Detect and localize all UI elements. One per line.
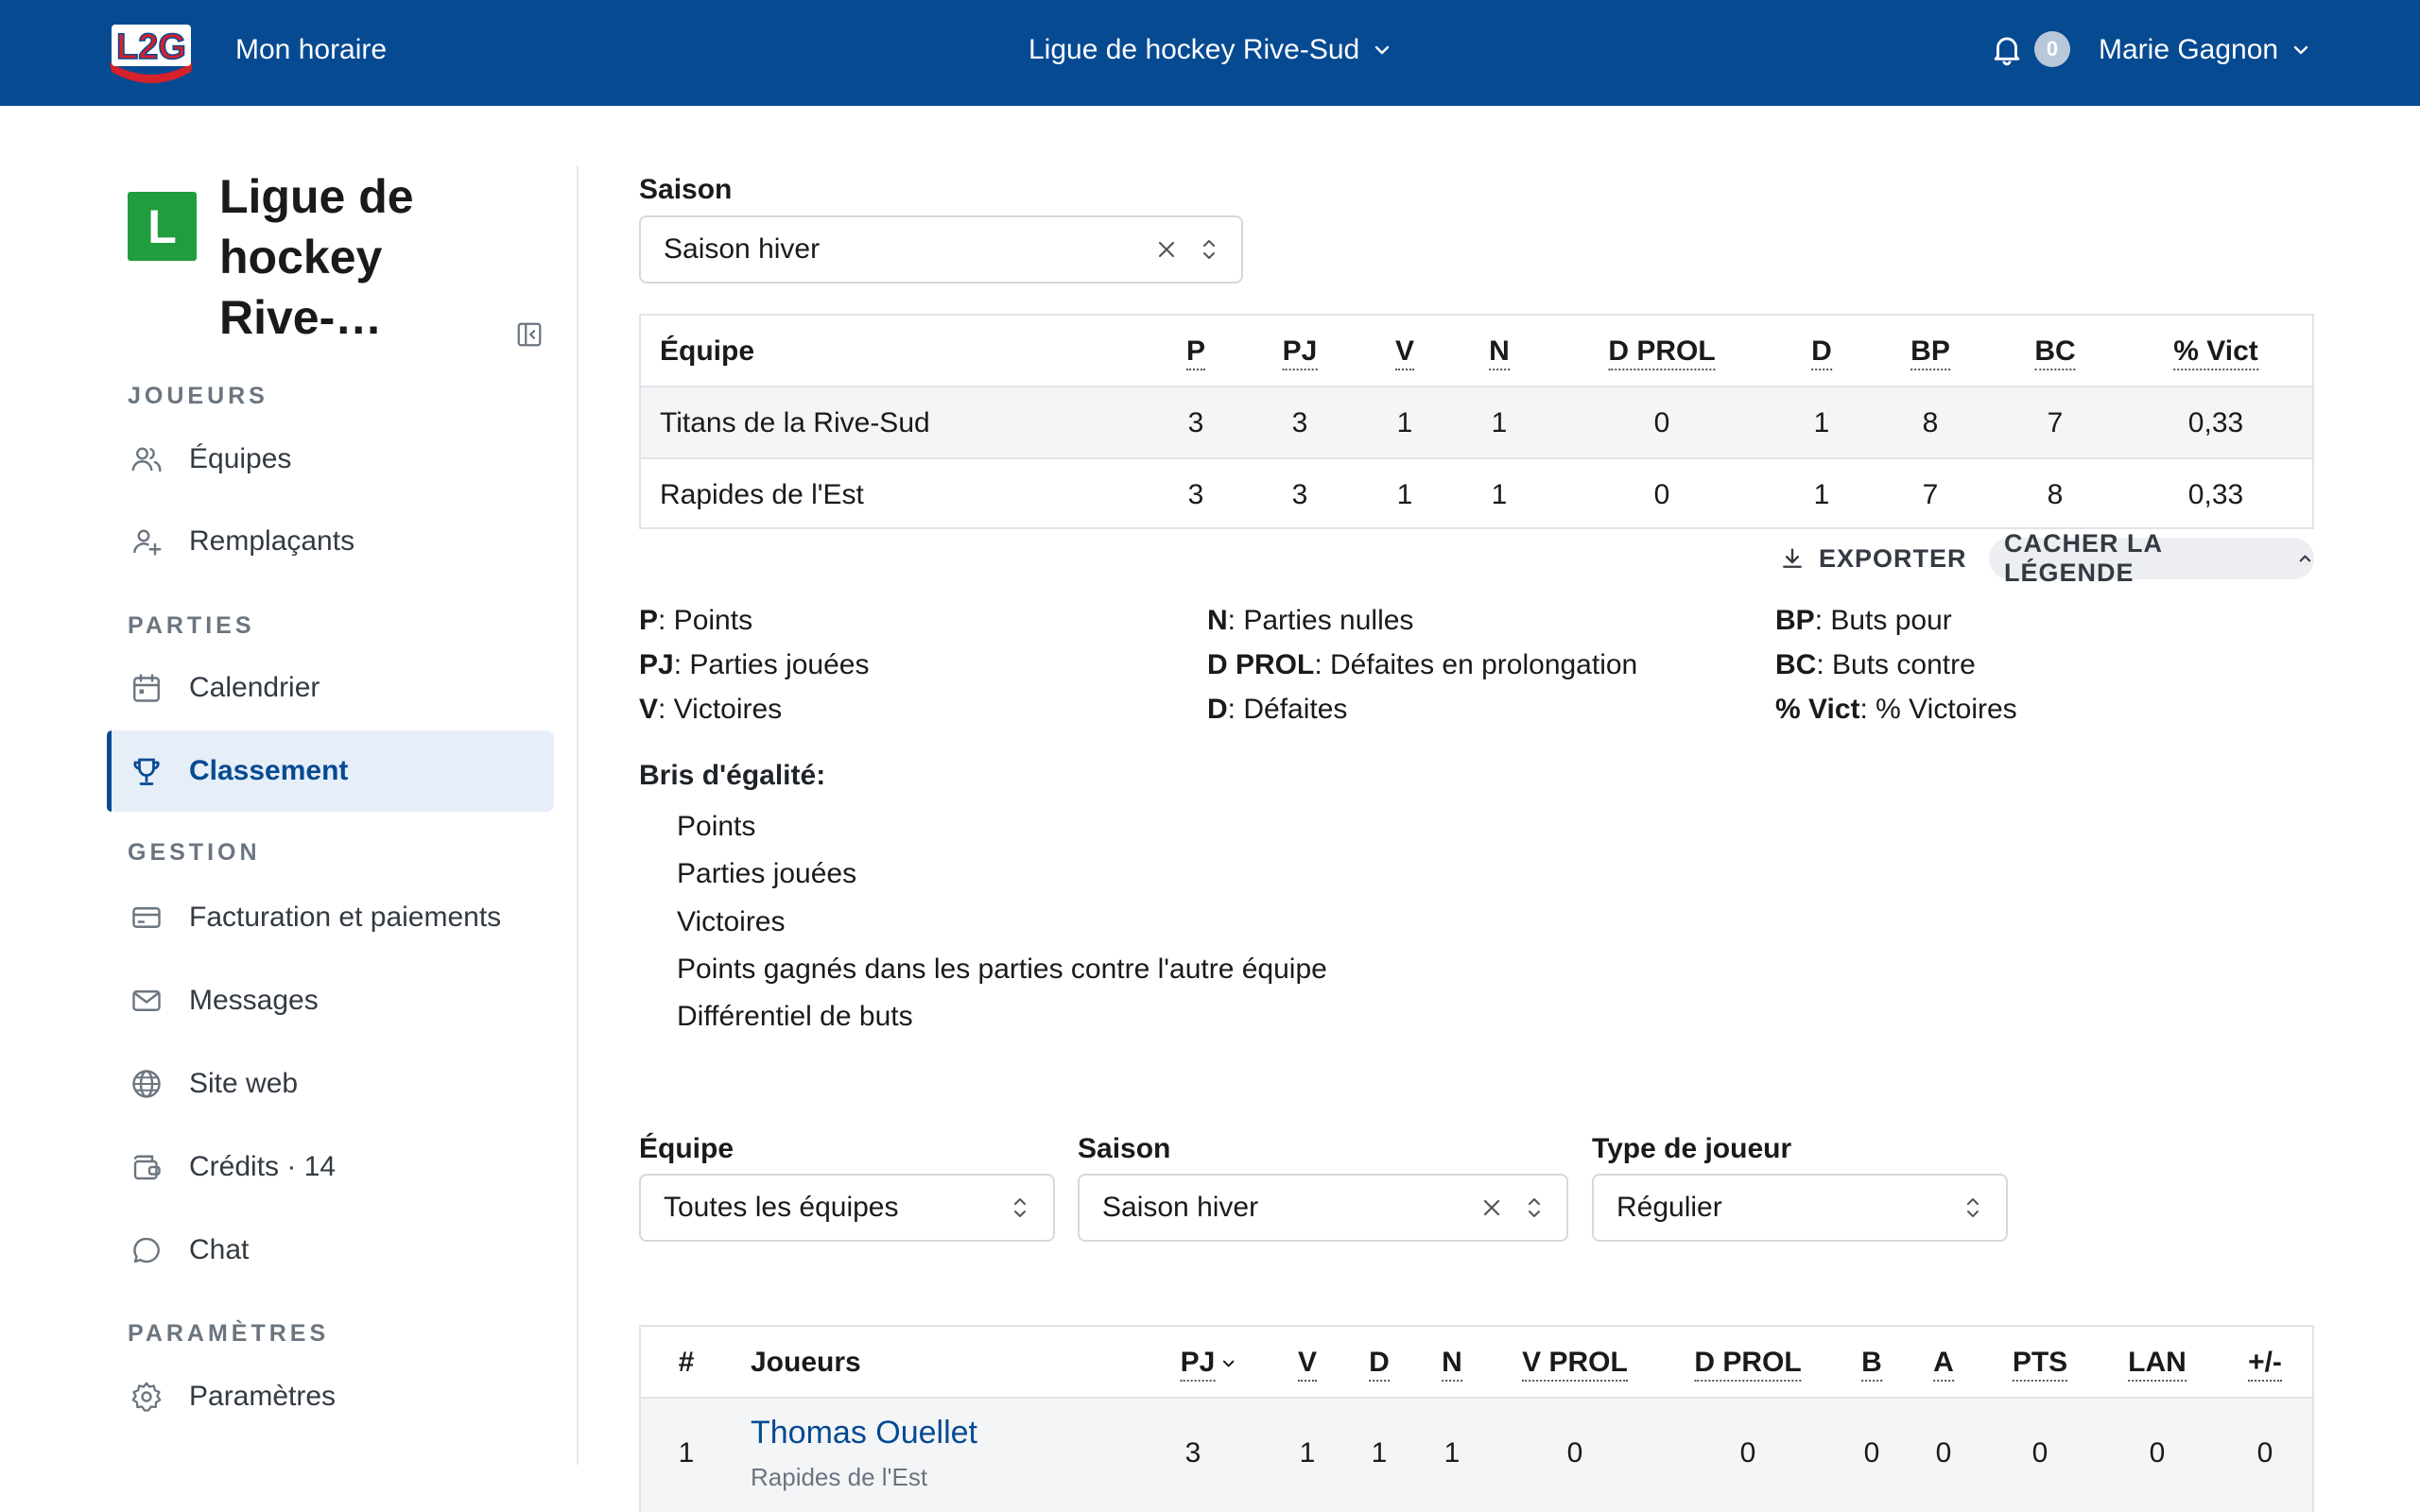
legend-item-p: P: Points [639, 605, 753, 636]
team-filter-label: Équipe [639, 1133, 735, 1164]
users-icon [130, 442, 164, 476]
cell-vprol: 0 [1566, 1437, 1583, 1469]
season-select-value: Saison hiver [664, 233, 821, 265]
cell-dprol: 0 [1739, 1437, 1756, 1469]
legend-item-v: V: Victoires [639, 694, 783, 725]
cell-p: 3 [1187, 407, 1204, 438]
close-icon[interactable] [1480, 1196, 1503, 1219]
sidebar-item-label: Messages [189, 985, 319, 1016]
column-header-dprol[interactable]: D PROL [1694, 1327, 1801, 1399]
hide-legend-button[interactable] [1989, 529, 2314, 587]
sidebar-divider [577, 165, 579, 1465]
tiebreaker-item: Différentiel de buts [677, 1001, 913, 1032]
league-avatar: L [128, 192, 197, 261]
sidebar-item-credits[interactable] [107, 1126, 554, 1208]
team-name: Rapides de l'Est [660, 479, 864, 510]
mail-icon [130, 984, 164, 1018]
sidebar-item-label: Calendrier [189, 672, 320, 703]
legend-item-pj: PJ: Parties jouées [639, 649, 870, 680]
table-header-row [641, 316, 2312, 387]
cell-plus-minus: 0 [2256, 1437, 2273, 1469]
season-select[interactable] [639, 215, 1243, 284]
column-header-win-pct[interactable]: % Vict [2173, 316, 2258, 387]
chevron-down-icon [2291, 41, 2310, 60]
close-icon[interactable] [1155, 238, 1178, 261]
section-label-games: PARTIES [128, 612, 255, 639]
column-header-n[interactable]: N [1489, 316, 1510, 387]
chevron-up-down-icon [1011, 1194, 1028, 1221]
my-schedule-link[interactable]: Mon horaire [235, 34, 388, 65]
tiebreaker-item: Victoires [677, 906, 786, 937]
download-icon [1779, 545, 1806, 572]
hide-legend-label: CACHER LA LÉGENDE [2004, 529, 2162, 587]
column-header-pts[interactable]: PTS [2013, 1327, 2067, 1399]
table-row[interactable] [641, 387, 2312, 459]
export-button[interactable] [1779, 537, 1967, 580]
column-header-v[interactable]: V [1298, 1327, 1317, 1399]
tiebreaker-item: Points [677, 811, 756, 842]
chevron-up-down-icon [1964, 1194, 1981, 1221]
chevron-down-icon [1220, 1356, 1236, 1371]
cell-dprol: 0 [1653, 407, 1670, 438]
collapse-sidebar-icon[interactable] [515, 320, 544, 349]
league-switcher[interactable] [1028, 31, 1392, 69]
sidebar-item-label: Site web [189, 1068, 299, 1099]
chevron-up-down-icon [1201, 236, 1218, 263]
sidebar-item-label: Paramètres [189, 1381, 337, 1412]
cell-pj: 3 [1184, 1437, 1201, 1469]
column-header-bp[interactable]: BP [1910, 316, 1950, 387]
legend-item-win-pct: % Vict: % Victoires [1775, 694, 2017, 725]
chevron-up-down-icon [1526, 1194, 1543, 1221]
cell-bc: 8 [2047, 479, 2064, 510]
column-header-lan[interactable]: LAN [2128, 1327, 2187, 1399]
column-header-vprol[interactable]: V PROL [1522, 1327, 1628, 1399]
cell-pj: 3 [1291, 407, 1308, 438]
player-season-select-value: Saison hiver [1102, 1192, 1259, 1223]
player-stats-table [639, 1325, 2314, 1512]
team-select[interactable] [639, 1174, 1055, 1242]
cell-pj: 3 [1291, 479, 1308, 510]
player-type-select-value: Régulier [1616, 1192, 1722, 1223]
column-header-v[interactable]: V [1395, 316, 1414, 387]
cell-v: 1 [1396, 407, 1413, 438]
tiebreaker-item: Points gagnés dans les parties contre l'autre équipe [677, 954, 1327, 985]
notifications-button[interactable] [1989, 30, 2070, 68]
column-header-dprol[interactable]: D PROL [1608, 316, 1715, 387]
player-season-filter-label: Saison [1078, 1133, 1171, 1164]
table-header-row [641, 1327, 2312, 1399]
column-header-p[interactable]: P [1186, 316, 1205, 387]
user-name: Marie Gagnon [2099, 34, 2279, 65]
chevron-up-icon [2296, 549, 2314, 568]
table-row[interactable] [641, 459, 2312, 527]
player-type-filter-label: Type de joueur [1592, 1133, 1792, 1164]
cell-n: 1 [1491, 407, 1508, 438]
cell-v: 1 [1299, 1437, 1316, 1469]
cell-win-pct: 0,33 [2187, 479, 2244, 510]
legend-item-n: N: Parties nulles [1207, 605, 1414, 636]
sidebar-item-label: Remplaçants [189, 525, 355, 557]
player-team: Rapides de l'Est [751, 1463, 928, 1491]
team-name: Titans de la Rive-Sud [660, 407, 930, 438]
sidebar-item-label: Facturation et paiements [189, 902, 502, 933]
cell-p: 3 [1187, 479, 1204, 510]
column-header-pj[interactable]: PJ [1283, 316, 1318, 387]
column-header-n[interactable]: N [1442, 1327, 1462, 1399]
cell-d: 1 [1813, 479, 1830, 510]
cell-v: 1 [1396, 479, 1413, 510]
league-name: Ligue de hockey Rive-… [219, 170, 414, 344]
tiebreaker-item: Parties jouées [677, 858, 857, 889]
legend-item-d: D: Défaites [1207, 694, 1348, 725]
wallet-icon [130, 1150, 164, 1184]
user-plus-icon [130, 524, 164, 558]
sidebar-item-label: Chat [189, 1234, 250, 1265]
cell-n: 1 [1491, 479, 1508, 510]
cell-bp: 8 [1922, 407, 1939, 438]
standings-table [639, 314, 2314, 529]
chevron-down-icon [1373, 41, 1392, 60]
tiebreakers-title: Bris d'égalité: [639, 760, 826, 791]
sidebar-item-substitutes[interactable] [107, 501, 554, 582]
sidebar-item-label: Crédits · 14 [189, 1151, 337, 1182]
column-header-d[interactable]: D [1811, 316, 1832, 387]
trophy-icon [130, 754, 164, 788]
league-logo[interactable] [106, 21, 197, 83]
column-header-bc[interactable]: BC [2034, 316, 2075, 387]
gear-icon [130, 1380, 164, 1414]
sidebar-item-billing[interactable] [107, 877, 554, 958]
cell-a: 0 [1935, 1437, 1952, 1469]
cell-n: 1 [1443, 1437, 1461, 1469]
column-header-rank: # [678, 1347, 695, 1378]
cell-pts: 0 [2031, 1437, 2048, 1469]
cell-bp: 7 [1922, 479, 1939, 510]
cell-bc: 7 [2047, 407, 2064, 438]
column-header-d[interactable]: D [1369, 1327, 1390, 1399]
player-type-select[interactable] [1592, 1174, 2008, 1242]
legend-item-bp: BP: Buts pour [1775, 605, 1952, 636]
section-label-management: GESTION [128, 839, 261, 866]
team-select-value: Toutes les équipes [664, 1192, 899, 1223]
user-menu[interactable] [2099, 31, 2310, 69]
credit-card-icon [130, 901, 164, 935]
cell-rank: 1 [678, 1437, 695, 1469]
globe-icon [130, 1067, 164, 1101]
section-label-players: JOUEURS [128, 383, 268, 409]
sidebar-item-calendar[interactable] [107, 647, 554, 729]
notification-count-badge: 0 [2034, 31, 2070, 67]
cell-lan: 0 [2149, 1437, 2166, 1469]
calendar-icon [130, 671, 164, 705]
sidebar-item-website[interactable] [107, 1043, 554, 1125]
legend-item-dprol: D PROL: Défaites en prolongation [1207, 649, 1638, 680]
legend-item-bc: BC: Buts contre [1775, 649, 1976, 680]
sidebar-item-teams[interactable] [107, 419, 554, 500]
table-row[interactable] [641, 1399, 2312, 1512]
cell-win-pct: 0,33 [2187, 407, 2244, 438]
sidebar-item-standings[interactable] [107, 730, 554, 812]
svg-text:L2G: L2G [116, 27, 186, 67]
export-label: EXPORTER [1819, 543, 1967, 573]
column-header-pj-sort[interactable]: PJ [1181, 1327, 1236, 1399]
cell-d: 1 [1371, 1437, 1388, 1469]
cell-dprol: 0 [1653, 479, 1670, 510]
player-name-link[interactable]: Thomas Ouellet [751, 1415, 977, 1451]
sidebar-item-label: Équipes [189, 443, 292, 474]
sidebar-item-settings[interactable] [107, 1356, 554, 1437]
sidebar-item-label: Classement [189, 755, 349, 786]
column-header-a[interactable]: A [1933, 1327, 1954, 1399]
league-switcher-label: Ligue de hockey Rive-Sud [1028, 34, 1360, 65]
section-label-settings: PARAMÈTRES [128, 1320, 330, 1347]
column-header-plus-minus[interactable]: +/- [2248, 1327, 2282, 1399]
chat-bubble-icon [130, 1233, 164, 1267]
column-header-team: Équipe [660, 335, 755, 367]
player-season-select[interactable] [1078, 1174, 1568, 1242]
season-filter-label: Saison [639, 174, 733, 205]
top-navigation-bar [0, 0, 2420, 106]
bell-icon [1989, 30, 2025, 68]
sidebar-item-messages[interactable] [107, 960, 554, 1041]
column-header-player: Joueurs [751, 1347, 861, 1378]
sidebar-item-chat[interactable] [107, 1210, 554, 1291]
cell-b: 0 [1863, 1437, 1880, 1469]
cell-d: 1 [1813, 407, 1830, 438]
column-header-b[interactable]: B [1861, 1327, 1882, 1399]
